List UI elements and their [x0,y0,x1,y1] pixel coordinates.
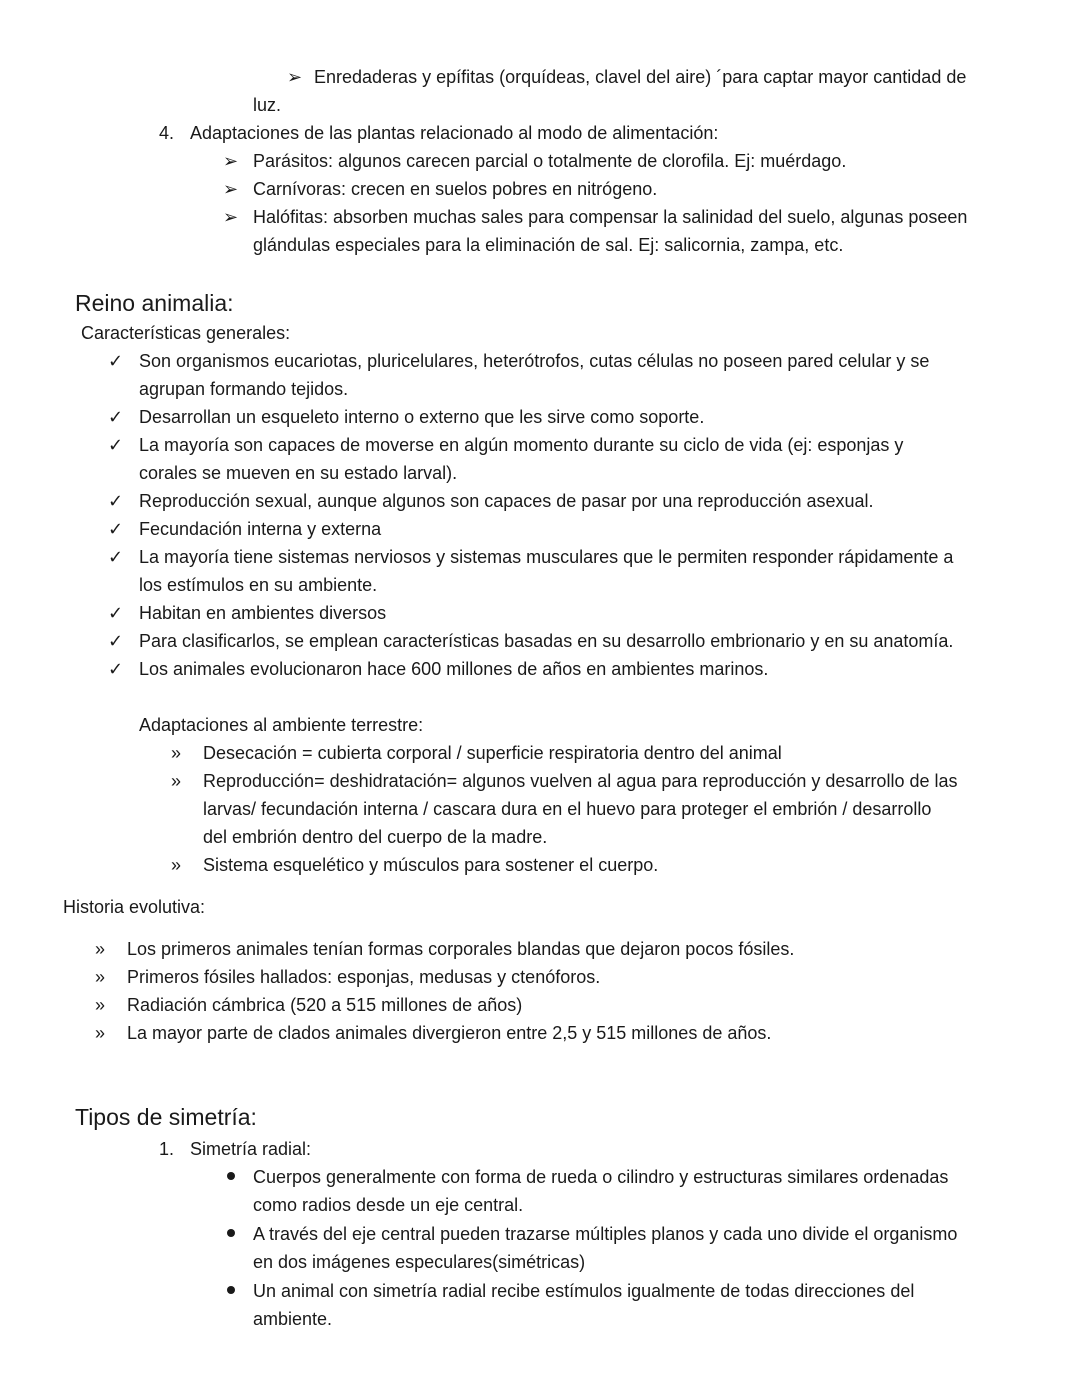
double-chevron-icon: » [95,995,106,1015]
checkmark-icon: ✓ [108,659,124,679]
list-item-text: A través del eje central pueden trazarse múltiples planos y cada uno divide el organismo [253,1224,958,1244]
arrow-bullet-icon: ➢ [287,67,303,87]
checkmark-icon: ✓ [108,351,124,371]
list-item-text: los estímulos en su ambiente. [139,575,378,595]
double-chevron-icon: » [171,771,182,791]
list-item-text: Reproducción= deshidratación= algunos vuelven al agua para reproducción y desarrollo de las [203,771,958,791]
list-item-text: Fecundación interna y externa [139,519,382,539]
list-item-text: Carnívoras: crecen en suelos pobres en nitrógeno. [253,179,658,199]
list-item-text: luz. [253,95,282,115]
double-chevron-icon: » [95,1023,106,1043]
bullet-dot-icon [227,1172,235,1180]
list-item-text: Radiación cámbrica (520 a 515 millones de años) [127,995,523,1015]
list-item-text: glándulas especiales para la eliminación de sal. Ej: salicornia, zampa, etc. [253,235,844,255]
list-number: 1. [159,1139,175,1159]
double-chevron-icon: » [171,743,182,763]
list-item-text: La mayor parte de clados animales divergieron entre 2,5 y 515 millones de años. [127,1023,772,1043]
list-item-text: Sistema esquelético y músculos para sostener el cuerpo. [203,855,659,875]
list-item-text: larvas/ fecundación interna / cascara dura en el huevo para proteger el embrión / desarrollo [203,799,932,819]
list-item-text: Un animal con simetría radial recibe estímulos igualmente de todas direcciones del [253,1281,915,1301]
list-item-text: La mayoría son capaces de moverse en algún momento durante su ciclo de vida (ej: esponjas y [139,435,904,455]
double-chevron-icon: » [95,939,106,959]
list-item-text: Para clasificarlos, se emplean características basadas en su desarrollo embrionario y en su anatomía. [139,631,954,651]
list-item-text: Halófitas: absorben muchas sales para compensar la salinidad del suelo, algunas poseen [253,207,968,227]
list-item-text: Los primeros animales tenían formas corporales blandas que dejaron pocos fósiles. [127,939,795,959]
list-item-text: ambiente. [253,1309,333,1329]
list-item-text: como radios desde un eje central. [253,1195,524,1215]
list-item-text: Son organismos eucariotas, pluricelulares, heterótrofos, cutas células no poseen pared celular y se [139,351,930,371]
subsection-title: Historia evolutiva: [63,897,206,917]
checkmark-icon: ✓ [108,519,124,539]
checkmark-icon: ✓ [108,631,124,651]
checkmark-icon: ✓ [108,435,124,455]
list-item-title: Simetría radial: [190,1139,312,1159]
list-item-text: Desarrollan un esqueleto interno o externo que les sirve como soporte. [139,407,705,427]
list-number: 4. [159,123,175,143]
list-item-text: corales se mueven en su estado larval). [139,463,458,483]
list-item-text: Reproducción sexual, aunque algunos son capaces de pasar por una reproducción asexual. [139,491,874,511]
list-item-text: en dos imágenes especulares(simétricas) [253,1252,586,1272]
double-chevron-icon: » [95,967,106,987]
arrow-bullet-icon: ➢ [223,151,239,171]
list-item-text: Los animales evolucionaron hace 600 millones de años en ambientes marinos. [139,659,769,679]
subsection-title: Adaptaciones al ambiente terrestre: [139,715,424,735]
checkmark-icon: ✓ [108,407,124,427]
list-item-text: Cuerpos generalmente con forma de rueda o cilindro y estructuras similares ordenadas [253,1167,949,1187]
list-item-text: Primeros fósiles hallados: esponjas, medusas y ctenóforos. [127,967,601,987]
checkmark-icon: ✓ [108,547,124,567]
section-title: Reino animalia: [75,290,234,316]
arrow-bullet-icon: ➢ [223,179,239,199]
list-item-text: del embrión dentro del cuerpo de la madre. [203,827,548,847]
subsection-title: Características generales: [81,323,291,343]
list-item-text: agrupan formando tejidos. [139,379,349,399]
list-item-text: Enredaderas y epífitas (orquídeas, clavel del aire) ´para captar mayor cantidad de [314,67,967,87]
checkmark-icon: ✓ [108,603,124,623]
bullet-dot-icon [227,1229,235,1237]
bullet-dot-icon [227,1286,235,1294]
double-chevron-icon: » [171,855,182,875]
section-title: Tipos de simetría: [75,1104,257,1130]
checkmark-icon: ✓ [108,491,124,511]
arrow-bullet-icon: ➢ [223,207,239,227]
list-item-title: Adaptaciones de las plantas relacionado al modo de alimentación: [190,123,719,143]
list-item-text: Parásitos: algunos carecen parcial o totalmente de clorofila. Ej: muérdago. [253,151,847,171]
list-item-text: La mayoría tiene sistemas nerviosos y sistemas musculares que le permiten responder rápidamente a [139,547,954,567]
list-item-text: Habitan en ambientes diversos [139,603,387,623]
list-item-text: Desecación = cubierta corporal / superficie respiratoria dentro del animal [203,743,782,763]
